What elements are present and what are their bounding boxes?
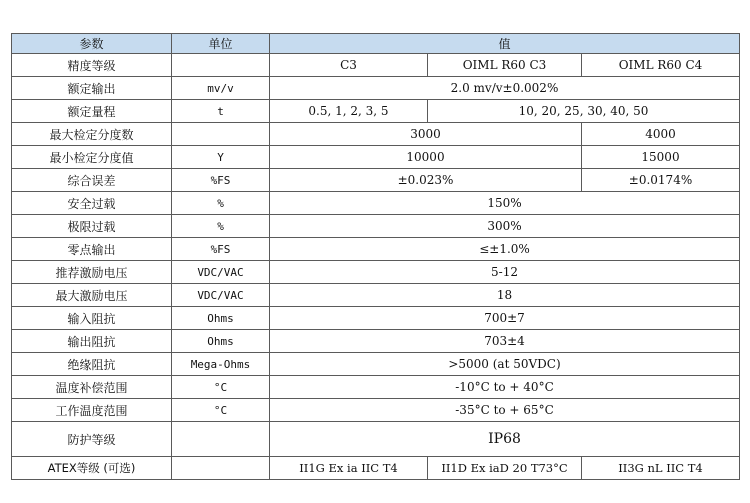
unit-cell: Mega-Ohms <box>172 353 270 376</box>
param-cell: 零点输出 <box>12 238 172 261</box>
value-cell: IP68 <box>270 422 740 457</box>
param-cell: 输出阻抗 <box>12 330 172 353</box>
table-row <box>12 284 740 307</box>
unit-cell: Ohms <box>172 330 270 353</box>
value-cell: 703±4 <box>270 330 740 353</box>
value-cell: OIML R60 C4 <box>582 54 740 77</box>
unit-cell: mv/v <box>172 77 270 100</box>
unit-cell: Ohms <box>172 307 270 330</box>
value-cell: 0.5, 1, 2, 3, 5 <box>270 100 428 123</box>
value-cell: -10°C to + 40°C <box>270 376 740 399</box>
unit-cell: % <box>172 192 270 215</box>
table-row <box>12 169 740 192</box>
param-cell: 输入阻抗 <box>12 307 172 330</box>
param-cell: 精度等级 <box>12 54 172 77</box>
table-row <box>12 399 740 422</box>
table-row <box>12 422 740 457</box>
param-cell: 额定量程 <box>12 100 172 123</box>
unit-cell <box>172 422 270 457</box>
value-cell: II3G nL IIC T4 <box>582 457 740 480</box>
unit-cell: °C <box>172 399 270 422</box>
value-cell: 2.0 mv/v±0.002% <box>270 77 740 100</box>
header-row <box>12 34 740 54</box>
param-cell: 综合误差 <box>12 169 172 192</box>
value-cell: ±0.023% <box>270 169 582 192</box>
param-cell: 最大激励电压 <box>12 284 172 307</box>
header-unit: 单位 <box>172 34 270 54</box>
spec-table <box>11 33 740 480</box>
table-row <box>12 376 740 399</box>
table-row <box>12 307 740 330</box>
unit-cell: Y <box>172 146 270 169</box>
value-cell: 700±7 <box>270 307 740 330</box>
value-cell: 300% <box>270 215 740 238</box>
unit-cell: % <box>172 215 270 238</box>
param-cell: 防护等级 <box>12 422 172 457</box>
value-cell: >5000 (at 50VDC) <box>270 353 740 376</box>
table-row <box>12 457 740 480</box>
unit-cell: t <box>172 100 270 123</box>
param-cell: 最大检定分度数 <box>12 123 172 146</box>
value-cell: II1G Ex ia IIC T4 <box>270 457 428 480</box>
param-cell: 工作温度范围 <box>12 399 172 422</box>
param-cell: 温度补偿范围 <box>12 376 172 399</box>
table-row <box>12 123 740 146</box>
table-row <box>12 215 740 238</box>
param-cell: 绝缘阻抗 <box>12 353 172 376</box>
value-cell: ≤±1.0% <box>270 238 740 261</box>
table-row <box>12 77 740 100</box>
table-row <box>12 192 740 215</box>
table-row <box>12 330 740 353</box>
unit-cell <box>172 54 270 77</box>
table-row <box>12 146 740 169</box>
value-cell: 10, 20, 25, 30, 40, 50 <box>428 100 740 123</box>
header-value: 值 <box>270 34 740 54</box>
unit-cell: %FS <box>172 169 270 192</box>
value-cell: 10000 <box>270 146 582 169</box>
param-cell: 最小检定分度值 <box>12 146 172 169</box>
unit-cell: VDC/VAC <box>172 261 270 284</box>
value-cell: -35°C to + 65°C <box>270 399 740 422</box>
table-row <box>12 100 740 123</box>
unit-cell: VDC/VAC <box>172 284 270 307</box>
param-cell: 额定输出 <box>12 77 172 100</box>
value-cell: 15000 <box>582 146 740 169</box>
param-cell: 推荐激励电压 <box>12 261 172 284</box>
unit-cell: °C <box>172 376 270 399</box>
value-cell: OIML R60 C3 <box>428 54 582 77</box>
table-row <box>12 261 740 284</box>
header-param: 参数 <box>12 34 172 54</box>
table-row <box>12 238 740 261</box>
table-row <box>12 54 740 77</box>
param-cell: ATEX等级 (可选) <box>12 457 172 480</box>
value-cell: 4000 <box>582 123 740 146</box>
unit-cell <box>172 123 270 146</box>
param-cell: 安全过载 <box>12 192 172 215</box>
param-cell: 极限过载 <box>12 215 172 238</box>
value-cell: 3000 <box>270 123 582 146</box>
value-cell: 18 <box>270 284 740 307</box>
value-cell: II1D Ex iaD 20 T73°C <box>428 457 582 480</box>
unit-cell: %FS <box>172 238 270 261</box>
value-cell: 150% <box>270 192 740 215</box>
table-row <box>12 353 740 376</box>
value-cell: ±0.0174% <box>582 169 740 192</box>
value-cell: 5-12 <box>270 261 740 284</box>
unit-cell <box>172 457 270 480</box>
value-cell: C3 <box>270 54 428 77</box>
